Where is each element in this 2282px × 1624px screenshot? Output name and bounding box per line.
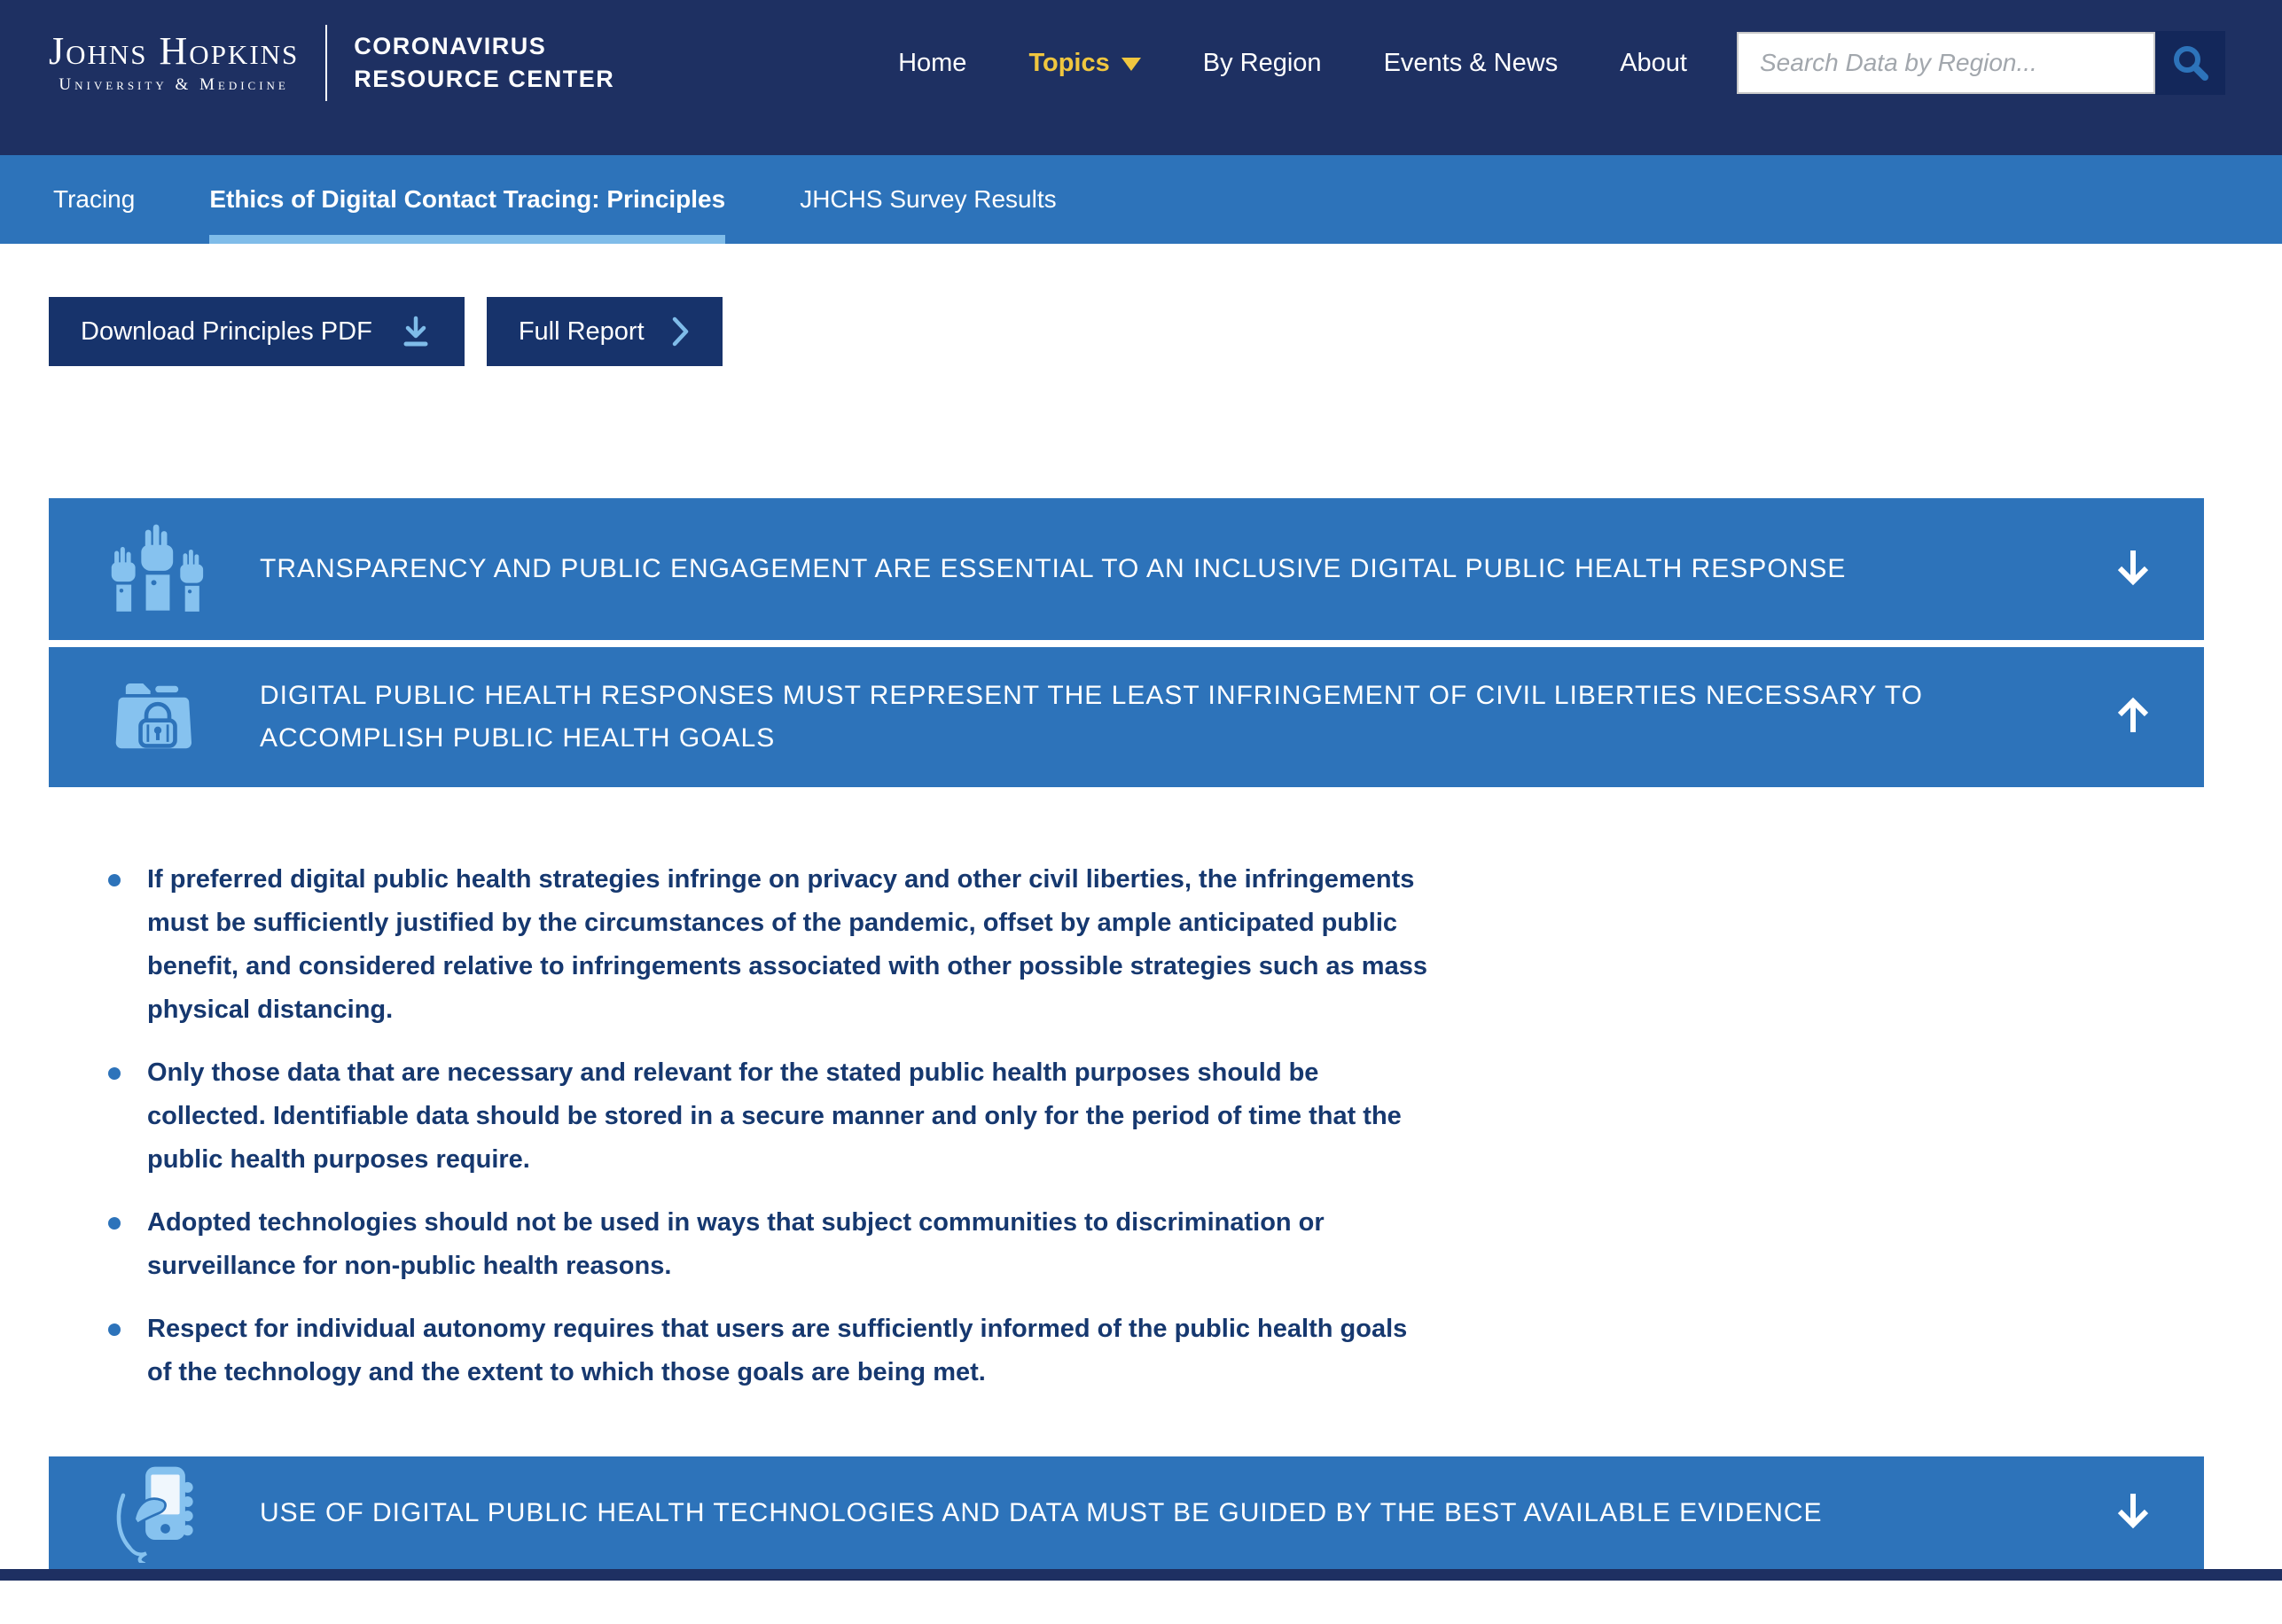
tab-tracing[interactable]: Tracing (53, 185, 136, 213)
main-content (49, 297, 2204, 1569)
search-input[interactable] (1737, 32, 2155, 94)
list-item (108, 1201, 1447, 1288)
bullet-dot (108, 1217, 121, 1230)
search-bar (1737, 31, 2225, 95)
nav-item-topics-label: Topics (1028, 48, 1110, 77)
chevron-right-icon (671, 316, 691, 347)
accordion-evidence-title: USE OF DIGITAL PUBLIC HEALTH TECHNOLOGIES AND DATA MUST BE GUIDED BY THE BEST AVAILABLE EVIDENCE (260, 1497, 1823, 1527)
accordion-transparency[interactable] (49, 498, 2204, 640)
bullet-text: If preferred digital public health strategies infringe on privacy and other civil liberties, the infringements must be sufficiently justified by the circumstances of the pandemic, offset by ample anticipated public benefit, and considered relative to infringements associated with other possible strategies such as mass physical distancing. (147, 865, 1427, 1024)
footer-strip (0, 1569, 2282, 1581)
search-button[interactable] (2155, 31, 2225, 95)
download-principles-pdf-label: Download Principles PDF (81, 316, 372, 346)
jhu-logo-institution (49, 28, 300, 95)
nav-item-about[interactable]: About (1620, 48, 1687, 77)
bullet-dot (108, 1067, 121, 1080)
main-nav (898, 49, 1687, 78)
site-wordmark (354, 30, 614, 96)
bullet-text: Adopted technologies should not be used in ways that subject communities to discrimination or surveillance for non-public health reasons. (147, 1208, 1325, 1280)
jhu-logo-name: Johns Hopkins (49, 28, 300, 73)
site-header (0, 0, 2282, 155)
bullet-text: Only those data that are necessary and relevant for the stated public health purposes should be collected. Identifiable data should be stored in a secure manner and only for the period of time that the public health purposes require. (147, 1058, 1402, 1174)
tab-jhchs-survey-results[interactable]: JHCHS Survey Results (800, 185, 1057, 213)
logo-divider (325, 25, 327, 101)
raised-hands-icon (106, 519, 210, 619)
full-report-label: Full Report (518, 316, 645, 346)
nav-item-events-news[interactable]: Events & News (1383, 48, 1559, 77)
expand-arrow-down-icon[interactable] (2114, 546, 2153, 593)
accordion-least-infringement-title: DIGITAL PUBLIC HEALTH RESPONSES MUST REPRESENT THE LEAST INFRINGEMENT OF CIVIL LIBERTIES NECESSARY TO ACCOMPLISH PUBLIC HEALTH GOALS (260, 681, 1923, 753)
list-item (108, 1308, 1447, 1394)
list-item (108, 1051, 1447, 1182)
search-icon (2171, 43, 2210, 82)
chevron-down-icon (1121, 58, 1141, 71)
list-item (108, 858, 1447, 1032)
hand-holding-phone-icon (106, 1464, 210, 1563)
tab-ethics-principles[interactable]: Ethics of Digital Contact Tracing: Principles (209, 155, 725, 244)
download-icon (399, 314, 433, 349)
site-wordmark-line1: CORONAVIRUS (354, 33, 547, 59)
nav-item-topics[interactable] (1028, 49, 1140, 78)
bullet-dot (108, 874, 121, 886)
principles-accordion-list (49, 498, 2204, 787)
full-report-button[interactable] (487, 297, 723, 366)
section-tabbar (0, 155, 2282, 244)
collapse-arrow-up-icon[interactable] (2114, 694, 2153, 741)
nav-item-home[interactable]: Home (898, 48, 967, 77)
action-button-row (49, 297, 2204, 366)
jhu-logo-subtitle: University & Medicine (59, 74, 289, 94)
expand-arrow-down-icon[interactable] (2114, 1489, 2153, 1536)
accordion-least-infringement[interactable] (49, 647, 2204, 787)
download-principles-pdf-button[interactable] (49, 297, 465, 366)
bullet-text: Respect for individual autonomy requires that users are sufficiently informed of the public health goals of the technology and the extent to which those goals are being met. (147, 1315, 1408, 1386)
site-wordmark-line2: RESOURCE CENTER (354, 66, 615, 92)
folder-lock-icon (106, 675, 210, 759)
jhu-logo[interactable] (49, 25, 614, 101)
accordion-transparency-title: TRANSPARENCY AND PUBLIC ENGAGEMENT ARE ESSENTIAL TO AN INCLUSIVE DIGITAL PUBLIC HEALTH RESPONSE (260, 554, 1847, 583)
nav-item-by-region[interactable]: By Region (1202, 48, 1322, 77)
accordion-evidence[interactable] (49, 1456, 2204, 1569)
bullet-dot (108, 1323, 121, 1336)
accordion-evidence-wrap (49, 1456, 2204, 1569)
least-infringement-bullet-list (49, 858, 2204, 1394)
